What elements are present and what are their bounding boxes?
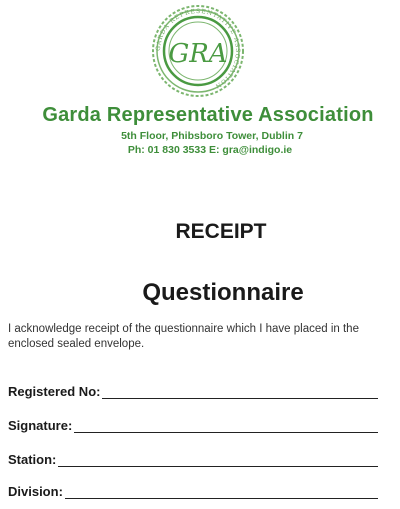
- receipt-title: RECEIPT: [175, 220, 267, 243]
- logo-monogram: GRA: [168, 39, 228, 69]
- division-label: Division:: [8, 484, 63, 499]
- registered-no-label: Registered No:: [8, 384, 101, 399]
- organisation-address: 5th Floor, Phibsboro Tower, Dublin 7: [121, 130, 303, 142]
- acknowledgement-text: I acknowledge receipt of the questionnaire which I have placed in the enclosed sealed envelope.: [8, 323, 359, 350]
- logo-ring-text: GARDA REPRESENTATIVE ASSOCIATION: [154, 7, 242, 90]
- signature-label: Signature:: [8, 418, 73, 433]
- station-line[interactable]: [58, 455, 378, 467]
- station-field[interactable]: [8, 452, 378, 467]
- division-field[interactable]: [8, 484, 378, 499]
- organisation-name: Garda Representative Association: [42, 104, 374, 126]
- document-title: Questionnaire: [142, 279, 304, 306]
- signature-field[interactable]: [8, 418, 378, 433]
- signature-line[interactable]: [74, 421, 378, 433]
- registered-no-line[interactable]: [102, 387, 378, 399]
- division-line[interactable]: [65, 487, 378, 499]
- gra-seal-logo: [145, 4, 251, 98]
- station-label: Station:: [8, 452, 57, 467]
- organisation-contact: Ph: 01 830 3533 E: gra@indigo.ie: [127, 144, 293, 156]
- registered-no-field[interactable]: [8, 384, 378, 399]
